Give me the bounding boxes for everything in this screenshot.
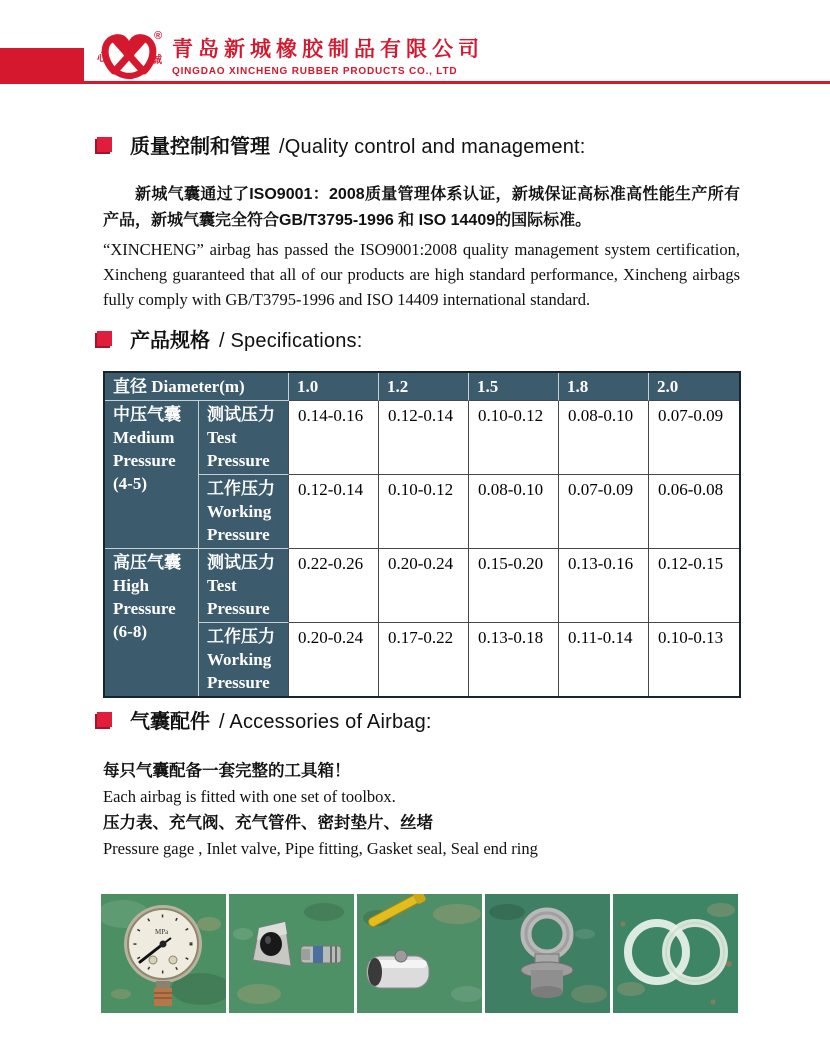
pressure-type-cell: 工作压力 Working Pressure [199, 623, 289, 696]
table-row [105, 475, 739, 549]
quality-heading-en: /Quality control and management: [279, 136, 586, 158]
table-row [105, 549, 739, 623]
pressure-value-cell: 0.06-0.08 [649, 475, 739, 549]
company-name-en: QINGDAO XINCHENG RUBBER PRODUCTS CO., LTD [172, 66, 458, 77]
table-row [105, 623, 739, 696]
red-square-bullet-icon [97, 137, 112, 152]
pressure-type-cell: 测试压力 Test Pressure [199, 549, 289, 623]
pressure-value-cell: 0.10-0.13 [649, 623, 739, 696]
spec-table-container [103, 371, 741, 698]
red-square-bullet-icon [97, 712, 112, 727]
svg-text:诚: 诚 [152, 55, 162, 66]
pressure-value-cell: 0.12-0.15 [649, 549, 739, 623]
company-name-block [172, 38, 484, 77]
pressure-value-cell: 0.10-0.12 [379, 475, 469, 549]
header-red-block [0, 48, 84, 84]
pressure-value-cell: 0.15-0.20 [469, 549, 559, 623]
spec-table-header-row [105, 373, 739, 401]
eye-bolt-photo [485, 894, 610, 1013]
pressure-value-cell: 0.08-0.10 [469, 475, 559, 549]
pressure-value-cell: 0.08-0.10 [559, 401, 649, 475]
pressure-value-cell: 0.13-0.18 [469, 623, 559, 696]
accessories-section-heading [97, 705, 432, 734]
group-label-high-pressure: 高压气囊 High Pressure (6-8) [105, 549, 199, 696]
specifications-section-heading [97, 324, 362, 353]
svg-text:心: 心 [97, 53, 107, 64]
svg-text:®: ® [154, 30, 163, 42]
company-name-cn: 青岛新城橡胶制品有限公司 [172, 38, 484, 61]
specs-heading-cn: 产品规格 [130, 330, 210, 352]
diameter-col-header: 1.5 [469, 373, 559, 401]
diameter-col-header: 1.2 [379, 373, 469, 401]
accessories-text-block [103, 758, 743, 862]
pressure-type-cell: 工作压力 Working Pressure [199, 475, 289, 549]
pressure-value-cell: 0.11-0.14 [559, 623, 649, 696]
pressure-value-cell: 0.20-0.24 [289, 623, 379, 696]
pressure-value-cell: 0.12-0.14 [289, 475, 379, 549]
diameter-col-header: 1.0 [289, 373, 379, 401]
accessories-line1-en: Each airbag is fitted with one set of toolbox. [103, 787, 396, 806]
spec-table [103, 371, 741, 698]
company-logo-icon [94, 27, 166, 83]
pressure-value-cell: 0.13-0.16 [559, 549, 649, 623]
specs-heading-en: / Specifications: [219, 330, 363, 352]
accessories-line2-cn: 压力表、充气阀、充气管件、密封垫片、丝堵 [103, 814, 433, 832]
pressure-value-cell: 0.07-0.09 [559, 475, 649, 549]
red-square-bullet-icon [97, 331, 112, 346]
quality-paragraphs [103, 182, 740, 312]
pressure-value-cell: 0.10-0.12 [469, 401, 559, 475]
pressure-value-cell: 0.20-0.24 [379, 549, 469, 623]
pressure-value-cell: 0.12-0.14 [379, 401, 469, 475]
quality-paragraph-cn: 新城气囊通过了ISO9001：2008质量管理体系认证，新城保证高标准高性能生产所有产品，新城气囊完全符合GB/T3795-1996 和 ISO 14409的国际标准。 [103, 186, 740, 229]
svg-text:MPa: MPa [155, 928, 169, 936]
pressure-value-cell: 0.17-0.22 [379, 623, 469, 696]
quality-section-heading [97, 130, 586, 159]
pressure-value-cell: 0.07-0.09 [649, 401, 739, 475]
diameter-header-cell: 直径 Diameter(m) [105, 373, 289, 401]
ball-valve-photo [357, 894, 482, 1013]
accessories-heading-en: / Accessories of Airbag: [219, 711, 432, 733]
diameter-col-header: 1.8 [559, 373, 649, 401]
accessories-heading-cn: 气囊配件 [130, 711, 210, 733]
pressure-type-cell: 测试压力 Test Pressure [199, 401, 289, 475]
accessory-photos-row [101, 894, 738, 1013]
quality-paragraph-en: “XINCHENG” airbag has passed the ISO9001:2008 quality management system certification, Xincheng guaranteed that all of our products are high standard performance, Xincheng airbags fully comply with GB/T3795-1996 and ISO 14409 international standard. [103, 240, 740, 309]
gasket-rings-photo [613, 894, 738, 1013]
accessories-line1-cn: 每只气囊配备一套完整的工具箱！ [103, 762, 351, 780]
inlet-valve-photo [229, 894, 354, 1013]
pressure-gauge-photo [101, 894, 226, 1013]
table-row [105, 401, 739, 475]
diameter-col-header: 2.0 [649, 373, 739, 401]
pressure-value-cell: 0.22-0.26 [289, 549, 379, 623]
quality-heading-cn: 质量控制和管理 [130, 136, 270, 158]
group-label-medium-pressure: 中压气囊 Medium Pressure (4-5) [105, 401, 199, 549]
pressure-value-cell: 0.14-0.16 [289, 401, 379, 475]
accessories-line2-en: Pressure gage , Inlet valve, Pipe fitting, Gasket seal, Seal end ring [103, 839, 538, 858]
